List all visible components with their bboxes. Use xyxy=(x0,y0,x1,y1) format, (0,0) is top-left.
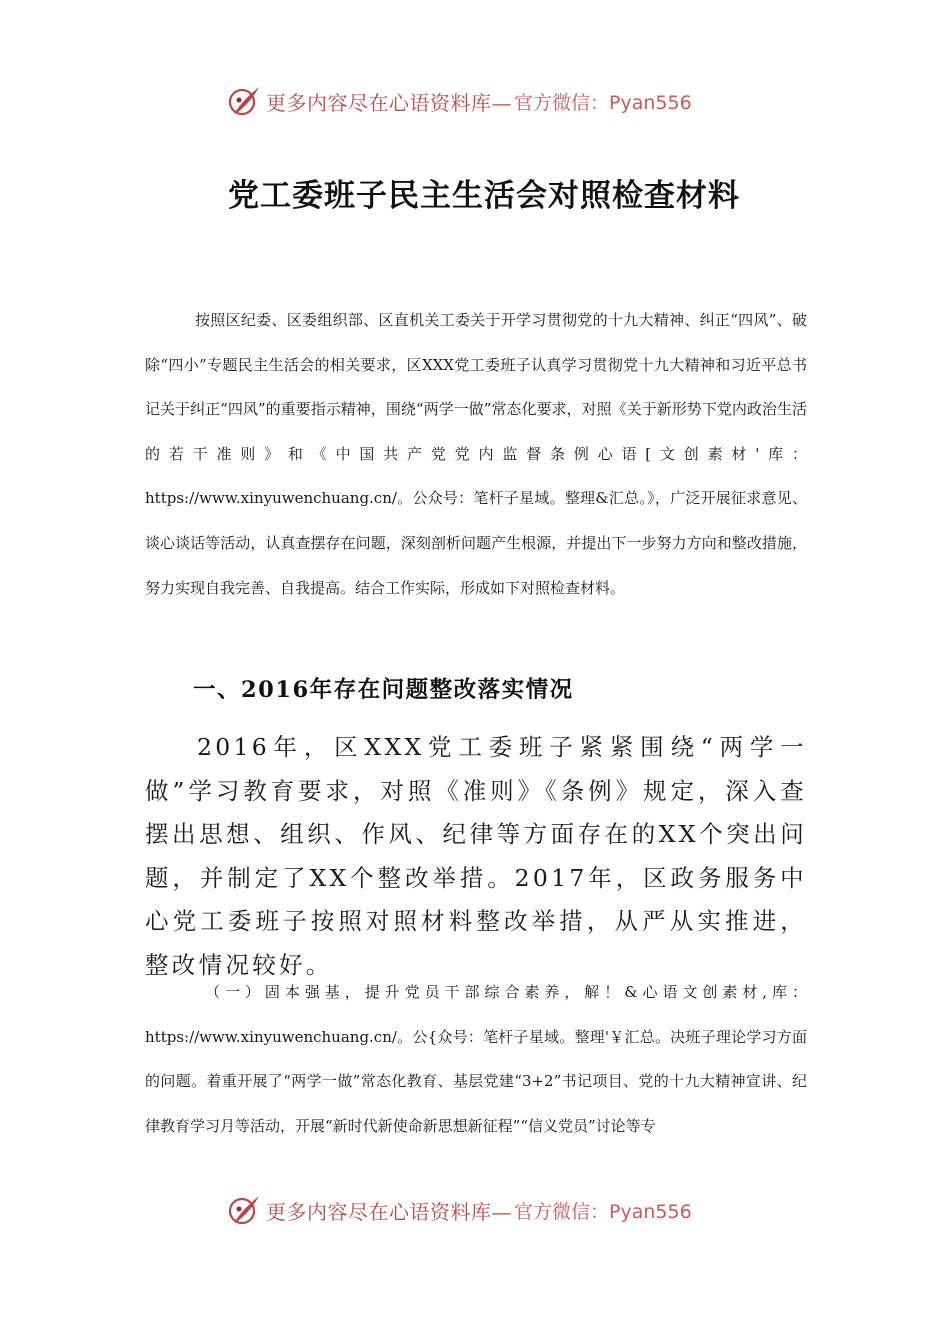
banner-wechat: 官方微信：Pyan556 xyxy=(514,91,692,114)
footer-watermark-banner xyxy=(226,1193,692,1227)
banner-wechat: 官方微信：Pyan556 xyxy=(514,1200,692,1223)
feather-pen-logo-icon xyxy=(226,1193,262,1227)
feather-pen-logo-icon xyxy=(226,84,262,118)
banner-text: 更多内容尽在心语资料库— xyxy=(266,90,512,115)
banner-text: 更多内容尽在心语资料库— xyxy=(266,1199,512,1224)
intro-paragraph: 按照区纪委、区委组织部、区直机关工委关于开学习贯彻党的十九大精神、纠正“四风”、破除“四小”专题民主生活会的相关要求，区XXX党工委班子认真学习贯彻党十九大精神和习近平总书记关于纠正“四风”的重要指示精神，围绕“两学一做”常态化要求，对照《关于新形势下党内政治生活的若干准则》和《中国共产党党内监督条例心语[文创素材'库：https://www.xinyuwenchuang.cn/。公众号：笔杆子星域。整理&汇总。》，广泛开展征求意见、谈心谈话等活动，认真查摆存在问题，深刻剖析问题产生根源，并提出下一步努力方向和整改措施，努力实现自我完善、自我提高。结合工作实际，形成如下对照检查材料。 xyxy=(145,311,807,597)
section1-body: 2016年，区XXX党工委班子紧紧围绕“两学一做”学习教育要求，对照《准则》《条例》规定，深入查摆出思想、组织、作风、纪律等方面存在的XX个突出问题，并制定了XX个整改举措。2017年，区政务服务中心党工委班子按照对照材料整改举措，从严从实推进，整改情况较好。 xyxy=(145,733,807,979)
subsection-1-paragraph: （一）固本强基，提升党员干部综合素养，解！&心语文创素材,库：https://www.xinyuwenchuang.cn/。公{众号：笔杆子星域。整理'￥汇总。决班子理论学习方面的问题。着重开展了“两学一做”常态化教育、基层党建“3+2”书记项目、党的十九大精神宣讲、纪律教育学习月等活动，开展“新时代新使命新思想新征程”“信义党员”讨论等专 xyxy=(145,983,807,1135)
document-title: 党工委班子民主生活会对照检查材料 xyxy=(228,178,740,214)
header-watermark-banner xyxy=(226,84,692,118)
section-heading-1: 一、2016年存在问题整改落实情况 xyxy=(193,677,574,703)
